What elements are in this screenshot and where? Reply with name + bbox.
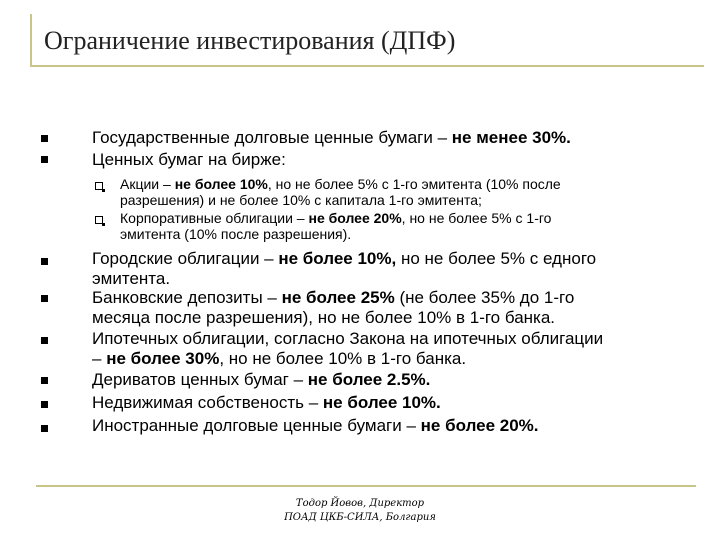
footer-author: Тодор Йовов, Директор (295, 498, 425, 509)
sub-list-item: Акции – не более 10%, но не более 5% с 1-го эмитента (10% после разрешения) и не более 10% с капитала 1-го эмитента; (120, 176, 561, 208)
title-frame-vertical (30, 14, 32, 66)
list-item: Городские облигации – не более 10%, но не более 5% с едного эмитента. (92, 249, 597, 288)
bullet-icon (41, 295, 48, 302)
bullet-icon (41, 337, 48, 344)
sub-list-item: Корпоративные облигации – не более 20%, но не более 5% с 1-го эмитента (10% после разрешения). (120, 210, 552, 242)
list-item: Недвижимая собственость – не более 10%. (92, 393, 441, 412)
list-item: Дериватов ценных бумаг – не более 2.5%. (92, 370, 431, 389)
list-item: Ипотечных облигации, согласно Закона на ипотечных облигации – не более 30%, но не более 10% в 1-го банка. (92, 329, 604, 368)
page-title: Ограничение инвестирования (ДПФ) (44, 26, 456, 55)
list-item: Банковские депозиты – не более 25% (не более 35% до 1-го месяца после разрешения), но не более 10% в 1-го банка. (92, 288, 575, 327)
footer (230, 497, 490, 525)
footer-divider (36, 485, 696, 487)
list-item: Ценных бумаг на бирже: (92, 150, 286, 169)
bullet-icon (41, 135, 48, 142)
sub-bullet-icon (95, 216, 103, 224)
sub-bullet-icon (95, 182, 103, 190)
footer-organization: ПОАД ЦКБ-СИЛА, Болгария (284, 512, 436, 523)
bullet-icon (41, 156, 48, 163)
list-item: Государственные долговые ценные бумаги – не менее 30%. (92, 128, 571, 147)
bullet-icon (41, 401, 48, 408)
title-frame-horizontal (30, 65, 704, 67)
list-item: Иностранные долговые ценные бумаги – не более 20%. (92, 416, 539, 435)
bullet-icon (41, 377, 48, 384)
bullet-icon (41, 258, 48, 265)
bullet-icon (41, 425, 48, 432)
